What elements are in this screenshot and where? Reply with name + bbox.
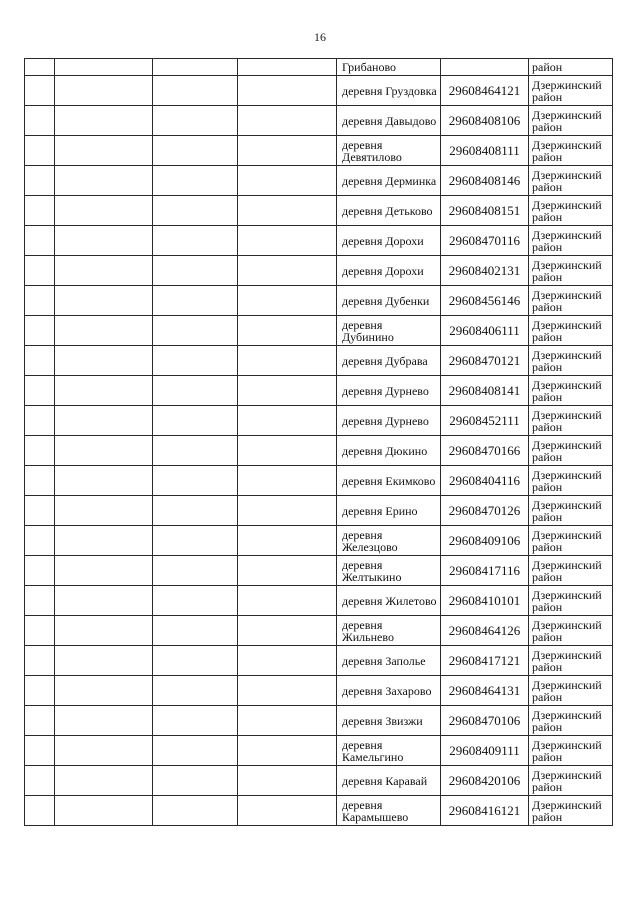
region-name [529, 166, 613, 196]
region-line-1: Дзержинский [532, 347, 602, 362]
region-line-1: Дзержинский [532, 287, 602, 302]
cell-empty [238, 76, 337, 106]
cell-empty [238, 646, 337, 676]
cell-empty [153, 676, 238, 706]
settlement-name: деревня Дубрава [337, 346, 441, 376]
cell-empty [55, 196, 153, 226]
cell-empty [238, 346, 337, 376]
settlement-name: деревня Захарово [337, 676, 441, 706]
cell-empty [153, 616, 238, 646]
cell-empty [153, 59, 238, 76]
cell-empty [55, 796, 153, 826]
region-line-1: Дзержинский [532, 377, 602, 392]
cell-empty [25, 256, 55, 286]
cell-empty [55, 436, 153, 466]
oktmo-code: 29608410101 [441, 586, 529, 616]
cell-empty [25, 316, 55, 346]
settlement-name: деревня Давыдово [337, 106, 441, 136]
settlement-name: деревня Карамышево [337, 796, 441, 826]
cell-empty [238, 226, 337, 256]
cell-empty [153, 496, 238, 526]
region-line-1: Дзержинский [532, 617, 602, 632]
oktmo-code: 29608470126 [441, 496, 529, 526]
cell-empty [153, 166, 238, 196]
region-line-2: район [532, 629, 563, 644]
cell-empty [55, 346, 153, 376]
region-line-2: район [532, 539, 563, 554]
region-line-1: Дзержинский [532, 467, 602, 482]
oktmo-code: 29608408111 [441, 136, 529, 166]
oktmo-code: 29608409111 [441, 736, 529, 766]
settlement-name: деревня Дюкино [337, 436, 441, 466]
region-name [529, 376, 613, 406]
table-row [25, 166, 613, 196]
cell-empty [25, 376, 55, 406]
oktmo-code: 29608408106 [441, 106, 529, 136]
table-row [25, 706, 613, 736]
cell-empty [153, 526, 238, 556]
oktmo-code: 29608406111 [441, 316, 529, 346]
oktmo-code: 29608420106 [441, 766, 529, 796]
cell-empty [238, 256, 337, 286]
region-name [529, 196, 613, 226]
cell-empty [55, 166, 153, 196]
cell-empty [25, 676, 55, 706]
table-row [25, 316, 613, 346]
settlement-name: деревня Екимково [337, 466, 441, 496]
region-name [529, 436, 613, 466]
settlement-name: деревня Ерино [337, 496, 441, 526]
settlement-name: деревня Камельгино [337, 736, 441, 766]
region-line-2: район [532, 389, 563, 404]
oktmo-code: 29608470106 [441, 706, 529, 736]
region-name [529, 706, 613, 736]
settlement-name: деревня Жильнево [337, 616, 441, 646]
cell-empty [153, 766, 238, 796]
table-row [25, 106, 613, 136]
cell-empty [25, 106, 55, 136]
table-row [25, 736, 613, 766]
settlement-name: деревня Жилетово [337, 586, 441, 616]
table-row [25, 226, 613, 256]
cell-empty [25, 616, 55, 646]
cell-empty [153, 436, 238, 466]
cell-empty [55, 226, 153, 256]
cell-empty [153, 136, 238, 166]
table-row [25, 346, 613, 376]
region-line-2: район [532, 119, 563, 134]
settlement-name: деревня Дурнево [337, 406, 441, 436]
cell-empty [25, 76, 55, 106]
cell-empty [25, 466, 55, 496]
cell-empty [153, 196, 238, 226]
settlement-name: деревня Дерминка [337, 166, 441, 196]
oktmo-code: 29608408146 [441, 166, 529, 196]
page-number: 16 [314, 30, 326, 44]
region-line-2: район [532, 209, 563, 224]
settlement-name: деревня Девятилово [337, 136, 441, 166]
oktmo-code: 29608409106 [441, 526, 529, 556]
cell-empty [25, 556, 55, 586]
region-line-1: Дзержинский [532, 707, 602, 722]
cell-empty [55, 556, 153, 586]
region-line-1: Дзержинский [532, 317, 602, 332]
region-line-1: Дзержинский [532, 167, 602, 182]
region-line-1: Дзержинский [532, 257, 602, 272]
cell-empty [55, 736, 153, 766]
cell-empty [153, 226, 238, 256]
settlement-name: Грибаново [337, 59, 441, 76]
settlement-name: деревня Звизжи [337, 706, 441, 736]
region-line-1: Дзержинский [532, 407, 602, 422]
cell-empty [25, 286, 55, 316]
cell-empty [25, 496, 55, 526]
cell-empty [153, 286, 238, 316]
region-line-1: Дзержинский [532, 737, 602, 752]
cell-empty [25, 166, 55, 196]
table-row [25, 466, 613, 496]
cell-empty [238, 286, 337, 316]
cell-empty [55, 106, 153, 136]
cell-empty [55, 406, 153, 436]
settlement-name: деревня Детьково [337, 196, 441, 226]
cell-empty [238, 436, 337, 466]
region-name [529, 736, 613, 766]
cell-empty [238, 556, 337, 586]
oktmo-code: 29608464126 [441, 616, 529, 646]
region-name [529, 766, 613, 796]
table-row [25, 766, 613, 796]
region-line-2: район [532, 779, 563, 794]
cell-empty [153, 76, 238, 106]
table-row [25, 526, 613, 556]
settlements-table [24, 58, 613, 826]
cell-empty [55, 256, 153, 286]
region-line-2: район [532, 89, 563, 104]
settlement-name: деревня Груздовка [337, 76, 441, 106]
oktmo-code: 29608402131 [441, 256, 529, 286]
region-line-1: Дзержинский [532, 587, 602, 602]
settlement-name: деревня Дубенки [337, 286, 441, 316]
oktmo-code: 29608464131 [441, 676, 529, 706]
region-name [529, 616, 613, 646]
region-name [529, 796, 613, 826]
cell-empty [25, 736, 55, 766]
cell-empty [25, 406, 55, 436]
region-line-2: район [532, 329, 563, 344]
oktmo-code: 29608470166 [441, 436, 529, 466]
cell-empty [55, 616, 153, 646]
cell-empty [153, 106, 238, 136]
oktmo-code: 29608417121 [441, 646, 529, 676]
cell-empty [153, 346, 238, 376]
region-line-2: район [532, 719, 563, 734]
region-line-2: район [532, 269, 563, 284]
table-row [25, 676, 613, 706]
region-name [529, 286, 613, 316]
region-line-2: район [532, 509, 563, 524]
region-line-1: Дзержинский [532, 527, 602, 542]
cell-empty [238, 586, 337, 616]
table-row [25, 586, 613, 616]
table-row [25, 286, 613, 316]
cell-empty [238, 466, 337, 496]
cell-empty [238, 376, 337, 406]
cell-empty [238, 59, 337, 76]
region-name [529, 316, 613, 346]
table-row [25, 616, 613, 646]
table-row [25, 196, 613, 226]
oktmo-code: 29608416121 [441, 796, 529, 826]
settlement-name: деревня Дорохи [337, 256, 441, 286]
region-line-2: район [532, 239, 563, 254]
oktmo-code: 29608408151 [441, 196, 529, 226]
region-name [529, 406, 613, 436]
cell-empty [25, 59, 55, 76]
cell-empty [238, 316, 337, 346]
table-row [25, 496, 613, 526]
cell-empty [55, 676, 153, 706]
cell-empty [153, 736, 238, 766]
cell-empty [55, 766, 153, 796]
cell-empty [55, 76, 153, 106]
cell-empty [238, 796, 337, 826]
cell-empty [55, 646, 153, 676]
region-name [529, 526, 613, 556]
cell-empty [238, 166, 337, 196]
cell-empty [55, 59, 153, 76]
region-line-2: район [532, 359, 563, 374]
table-row [25, 436, 613, 466]
oktmo-code: 29608470121 [441, 346, 529, 376]
table-row [25, 406, 613, 436]
oktmo-code: 29608452111 [441, 406, 529, 436]
oktmo-code: 29608408141 [441, 376, 529, 406]
region-line-2: район [532, 449, 563, 464]
cell-empty [153, 646, 238, 676]
cell-empty [238, 736, 337, 766]
region-line-1: Дзержинский [532, 677, 602, 692]
region-line-1: Дзержинский [532, 767, 602, 782]
cell-empty [153, 376, 238, 406]
cell-empty [25, 586, 55, 616]
cell-empty [55, 136, 153, 166]
cell-empty [153, 796, 238, 826]
cell-empty [153, 556, 238, 586]
cell-empty [25, 796, 55, 826]
region-line-1: Дзержинский [532, 557, 602, 572]
region-line-1: Дзержинский [532, 197, 602, 212]
region-line-2: район [532, 149, 563, 164]
table-row [25, 256, 613, 286]
cell-empty [238, 136, 337, 166]
oktmo-code: 29608456146 [441, 286, 529, 316]
cell-empty [25, 346, 55, 376]
table-row [25, 796, 613, 826]
table-row [25, 646, 613, 676]
cell-empty [153, 316, 238, 346]
cell-empty [55, 496, 153, 526]
region-line-2: район [532, 749, 563, 764]
cell-empty [55, 706, 153, 736]
cell-empty [238, 706, 337, 736]
settlement-name: деревня Железцово [337, 526, 441, 556]
settlement-name: деревня Дорохи [337, 226, 441, 256]
oktmo-code: 29608470116 [441, 226, 529, 256]
oktmo-code: 29608417116 [441, 556, 529, 586]
region-line-2: район [532, 599, 563, 614]
region-name [529, 676, 613, 706]
region-line-1: Дзержинский [532, 647, 602, 662]
region-line-2: район [532, 809, 563, 824]
cell-empty [153, 586, 238, 616]
cell-empty [25, 196, 55, 226]
cell-empty [153, 256, 238, 286]
cell-empty [153, 706, 238, 736]
cell-empty [25, 766, 55, 796]
table-row [25, 76, 613, 106]
cell-empty [55, 316, 153, 346]
cell-empty [55, 586, 153, 616]
cell-empty [238, 676, 337, 706]
oktmo-code: 29608464121 [441, 76, 529, 106]
region-name [529, 556, 613, 586]
table-row [25, 59, 613, 76]
table-row [25, 556, 613, 586]
region-name [529, 646, 613, 676]
region-name [529, 226, 613, 256]
cell-empty [55, 286, 153, 316]
region-line-1: Дзержинский [532, 77, 602, 92]
region-name [529, 76, 613, 106]
region-line-1: Дзержинский [532, 227, 602, 242]
region-line-2: район [532, 179, 563, 194]
region-line-2: район [532, 659, 563, 674]
cell-empty [238, 616, 337, 646]
region-line-2: район [532, 569, 563, 584]
region-name [529, 586, 613, 616]
settlement-name: деревня Заполье [337, 646, 441, 676]
cell-empty [153, 466, 238, 496]
cell-empty [25, 706, 55, 736]
cell-empty [55, 526, 153, 556]
cell-empty [25, 526, 55, 556]
region-line-2: район [532, 419, 563, 434]
settlement-name: деревня Дурнево [337, 376, 441, 406]
region-name [529, 496, 613, 526]
cell-empty [238, 496, 337, 526]
cell-empty [25, 226, 55, 256]
cell-empty [153, 406, 238, 436]
region-name [529, 256, 613, 286]
region-name [529, 346, 613, 376]
cell-empty [238, 766, 337, 796]
region-line-1: Дзержинский [532, 497, 602, 512]
region-name [529, 136, 613, 166]
region-name: район [529, 59, 613, 76]
oktmo-code: 29608404116 [441, 466, 529, 496]
oktmo-code [441, 59, 529, 76]
region-line-2: район [532, 479, 563, 494]
cell-empty [238, 406, 337, 436]
region-line-2: район [532, 299, 563, 314]
cell-empty [55, 376, 153, 406]
region-line-1: Дзержинский [532, 107, 602, 122]
region-line-2: район [532, 689, 563, 704]
region-name [529, 106, 613, 136]
cell-empty [25, 646, 55, 676]
settlement-name: деревня Дубинино [337, 316, 441, 346]
region-line-1: Дзержинский [532, 797, 602, 812]
cell-empty [238, 196, 337, 226]
cell-empty [238, 106, 337, 136]
cell-empty [25, 436, 55, 466]
cell-empty [25, 136, 55, 166]
region-name [529, 466, 613, 496]
settlement-name: деревня Желтыкино [337, 556, 441, 586]
table-row [25, 136, 613, 166]
cell-empty [55, 466, 153, 496]
region-line-1: Дзержинский [532, 137, 602, 152]
table-row [25, 376, 613, 406]
region-line-1: Дзержинский [532, 437, 602, 452]
cell-empty [238, 526, 337, 556]
settlement-name: деревня Каравай [337, 766, 441, 796]
